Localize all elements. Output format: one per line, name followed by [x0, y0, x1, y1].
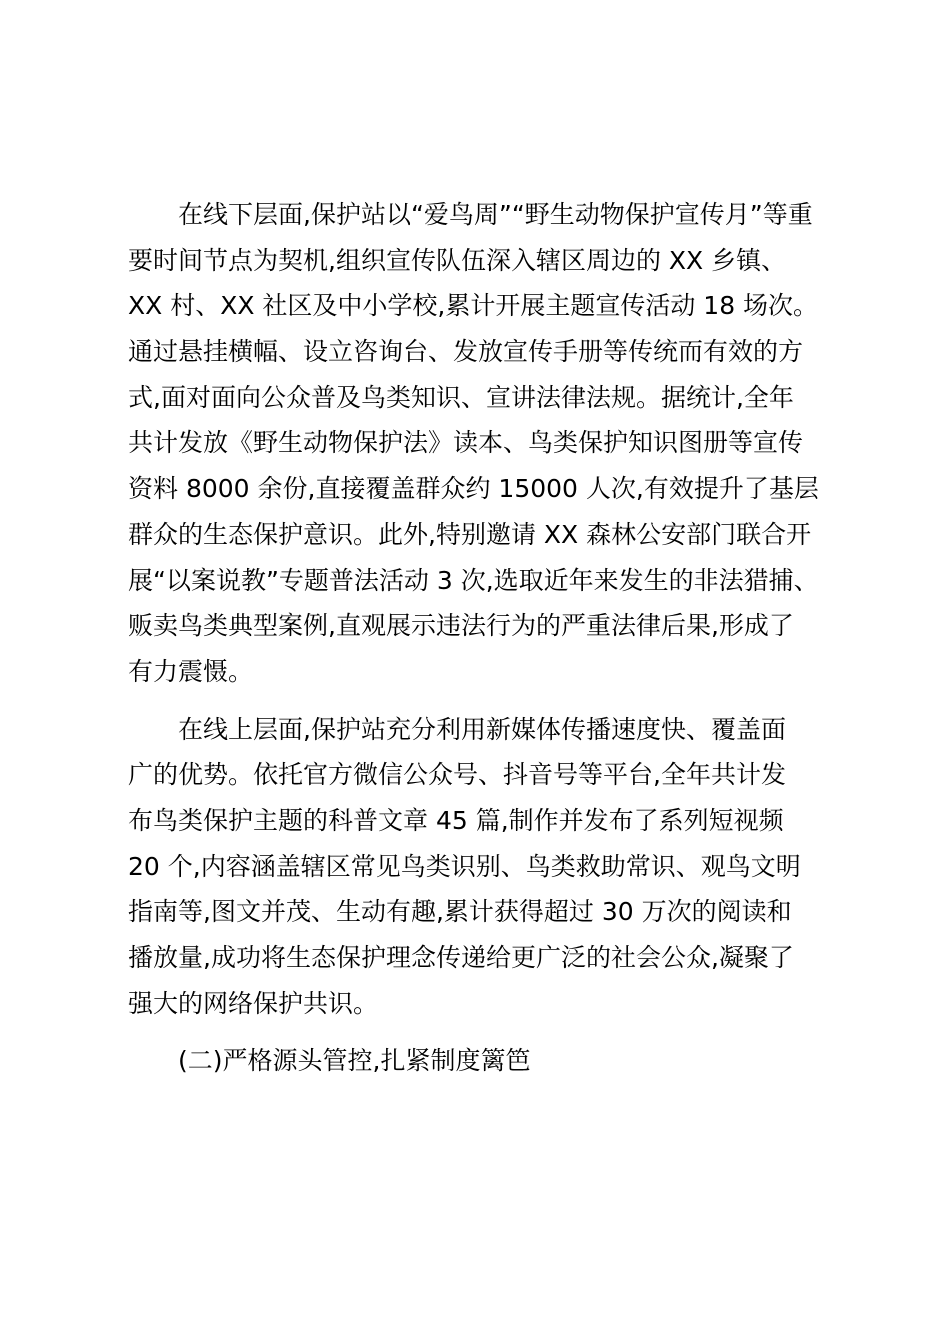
- paragraph-line: 在线上层面,保护站充分利用新媒体传播速度快、覆盖面: [178, 714, 786, 744]
- paragraph-line: 群众的生态保护意识。此外,特别邀请 XX 森林公安部门联合开: [128, 519, 812, 549]
- paragraph-line: 广的优势。依托官方微信公众号、抖音号等平台,全年共计发: [128, 760, 786, 790]
- paragraph-line: XX 村、XX 社区及中小学校,累计开展主题宣传活动 18 场次。: [128, 291, 819, 321]
- paragraph-offline: [128, 192, 823, 695]
- paragraph-line: 布鸟类保护主题的科普文章 45 篇,制作并发布了系列短视频: [128, 805, 784, 835]
- section-heading: (二)严格源头管控,扎紧制度篱笆: [178, 1046, 531, 1076]
- paragraph-line: 在线下层面,保护站以“爱鸟周”“野生动物保护宣传月”等重: [178, 200, 813, 229]
- paragraph-line: 展“以案说教”专题普法活动 3 次,选取近年来发生的非法猎捕、: [128, 565, 819, 595]
- paragraph-spacer: [128, 695, 823, 707]
- document-body: [128, 192, 823, 1084]
- paragraph-line: 播放量,成功将生态保护理念传递给更广泛的社会公众,凝聚了: [128, 943, 794, 972]
- paragraph-line: 通过悬挂横幅、设立咨询台、发放宣传手册等传统而有效的方: [128, 337, 804, 367]
- paragraph-line: 要时间节点为契机,组织宣传队伍深入辖区周边的 XX 乡镇、: [128, 245, 787, 275]
- paragraph-line: 有力震慑。: [128, 656, 254, 686]
- paragraph-line: 指南等,图文并茂、生动有趣,累计获得超过 30 万次的阅读和: [128, 897, 792, 927]
- paragraph-line: 资料 8000 余份,直接覆盖群众约 15000 人次,有效提升了基层: [128, 474, 819, 504]
- paragraph-line: 式,面对面向公众普及鸟类知识、宣讲法律法规。据统计,全年: [128, 382, 794, 412]
- paragraph-line: 强大的网络保护共识。: [128, 988, 379, 1018]
- paragraph-line: 共计发放《野生动物保护法》读本、鸟类保护知识图册等宣传: [128, 428, 804, 458]
- paragraph-spacer: [128, 1026, 823, 1038]
- paragraph-online: [128, 707, 823, 1027]
- paragraph-line: 贩卖鸟类典型案例,直观展示违法行为的严重法律后果,形成了: [128, 611, 794, 641]
- paragraph-line: 20 个,内容涵盖辖区常见鸟类识别、鸟类救助常识、观鸟文明: [128, 851, 801, 881]
